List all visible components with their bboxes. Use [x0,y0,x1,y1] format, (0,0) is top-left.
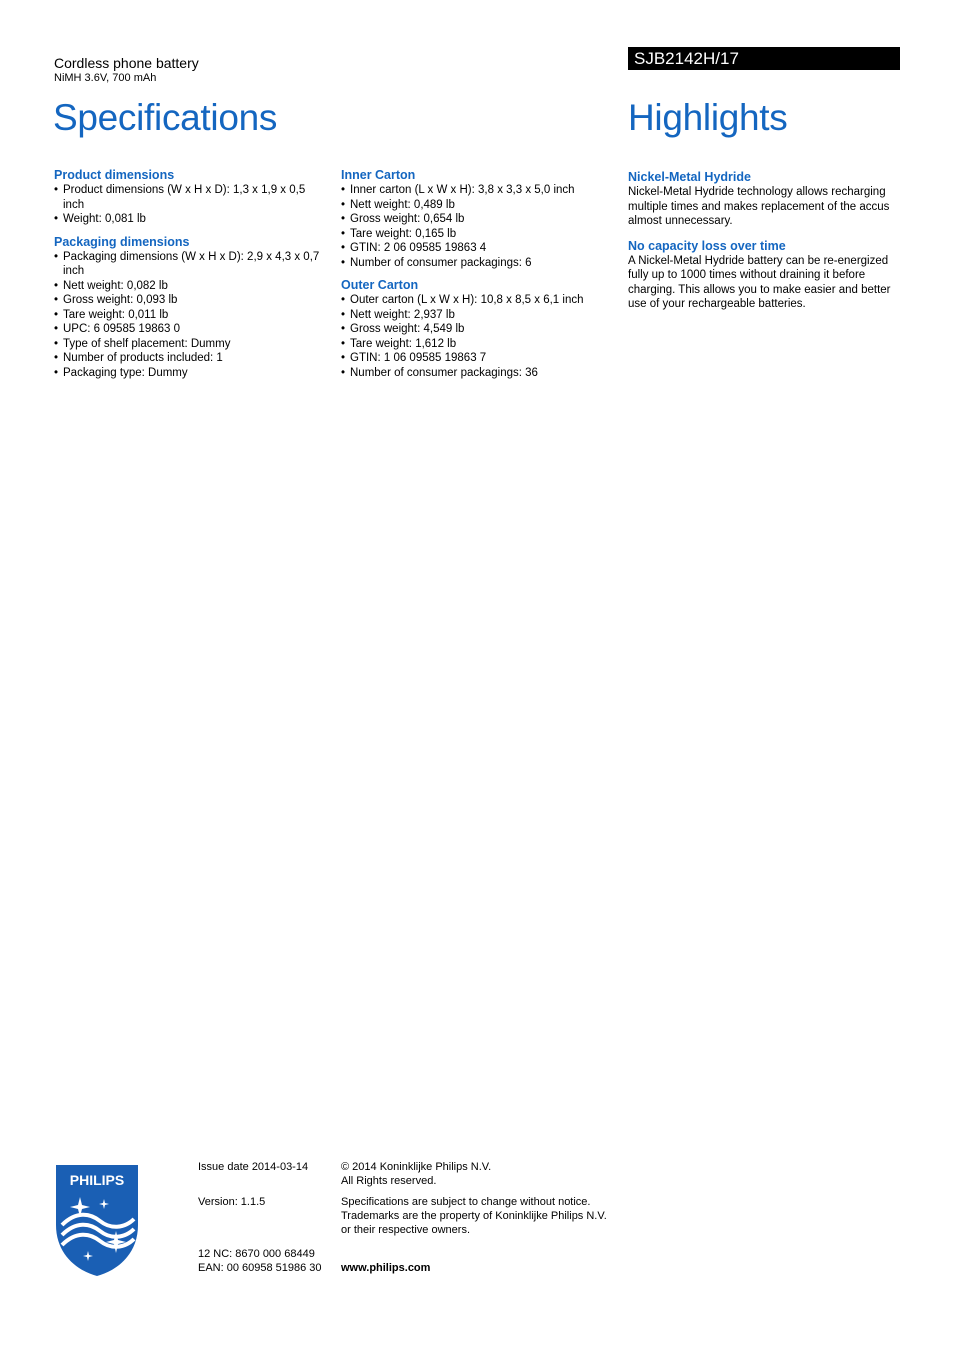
list-item: • Outer carton (L x W x H): 10,8 x 8,5 x 6,1 inch [341,293,616,308]
philips-logo [54,1163,140,1278]
website-link[interactable]: www.philips.com [341,1262,431,1274]
notice-line: Specifications are subject to change without notice. [341,1196,591,1208]
issue-date: Issue date 2014-03-14 [198,1161,309,1173]
nc-number: 12 NC: 8670 000 68449 [198,1248,315,1260]
list-item: • Inner carton (L x W x H): 3,8 x 3,3 x 5,0 inch [341,183,616,198]
list-item: • Nett weight: 2,937 lb [341,308,616,323]
rights-line: All Rights reserved. [341,1175,437,1187]
list-item: • UPC: 6 09585 19863 0 [54,322,324,337]
highlight-text-capacity: A Nickel-Metal Hydride battery can be re-energized fully up to 1000 times without draining it before charging. This allows you to make easier and better use of your rechargeable batteries. [628,254,891,310]
notice-line: or their respective owners. [341,1224,470,1236]
section-heading-packaging-dimensions: Packaging dimensions [54,234,190,249]
spec-column-middle [341,168,616,388]
product-subtitle: NiMH 3.6V, 700 mAh [54,72,157,84]
ean-number: EAN: 00 60958 51986 30 [198,1262,322,1274]
section-heading-product-dimensions: Product dimensions [54,168,175,182]
list-item: • Tare weight: 0,165 lb [341,227,616,242]
highlight-heading-nimh: Nickel-Metal Hydride [628,170,751,184]
list-item: • Number of consumer packagings: 6 [341,256,616,271]
svg-text:PHILIPS: PHILIPS [69,1172,125,1188]
spec-column-left [54,168,324,388]
list-item: • Gross weight: 0,654 lb [341,212,616,227]
notice-line: Trademarks are the property of Koninklijke Philips N.V. [341,1210,607,1222]
list-item: • Gross weight: 0,093 lb [54,293,324,308]
list-item: • Type of shelf placement: Dummy [54,337,324,352]
list-item: • Tare weight: 0,011 lb [54,308,324,323]
product-name: Cordless phone battery [54,55,199,71]
highlight-text-nimh: Nickel-Metal Hydride technology allows recharging multiple times and makes replacement of the accus almost unnecessary. [628,186,890,227]
packaging-dimensions-list [54,250,324,381]
inner-carton-list [341,183,616,270]
list-item: • GTIN: 2 06 09585 19863 4 [341,241,616,256]
list-item: • Number of consumer packagings: 36 [341,366,616,381]
product-dimensions-list [54,183,324,227]
version: Version: 1.1.5 [198,1196,266,1208]
list-item: • Tare weight: 1,612 lb [341,337,616,352]
outer-carton-list [341,293,616,380]
philips-shield-icon [54,1163,140,1278]
list-item: • Nett weight: 0,082 lb [54,279,324,294]
list-item: • Nett weight: 0,489 lb [341,198,616,213]
list-item: • Product dimensions (W x H x D): 1,3 x 1,9 x 0,5 inch [54,183,324,212]
list-item: • Weight: 0,081 lb [54,212,324,227]
section-heading-outer-carton: Outer Carton [341,278,419,292]
specifications-title: Specifications [53,97,278,138]
list-item: • Packaging type: Dummy [54,366,324,381]
list-item: • Gross weight: 4,549 lb [341,322,616,337]
highlight-heading-capacity: No capacity loss over time [628,238,786,253]
highlights-title: Highlights [628,97,788,138]
model-number-bar: SJB2142H/17 [628,47,900,70]
list-item: • Packaging dimensions (W x H x D): 2,9 x 4,3 x 0,7 inch [54,250,324,279]
copyright-line: © 2014 Koninklijke Philips N.V. [341,1161,492,1173]
list-item: • GTIN: 1 06 09585 19863 7 [341,351,616,366]
highlights-column [628,170,903,322]
section-heading-inner-carton: Inner Carton [341,168,416,182]
list-item: • Number of products included: 1 [54,351,324,366]
